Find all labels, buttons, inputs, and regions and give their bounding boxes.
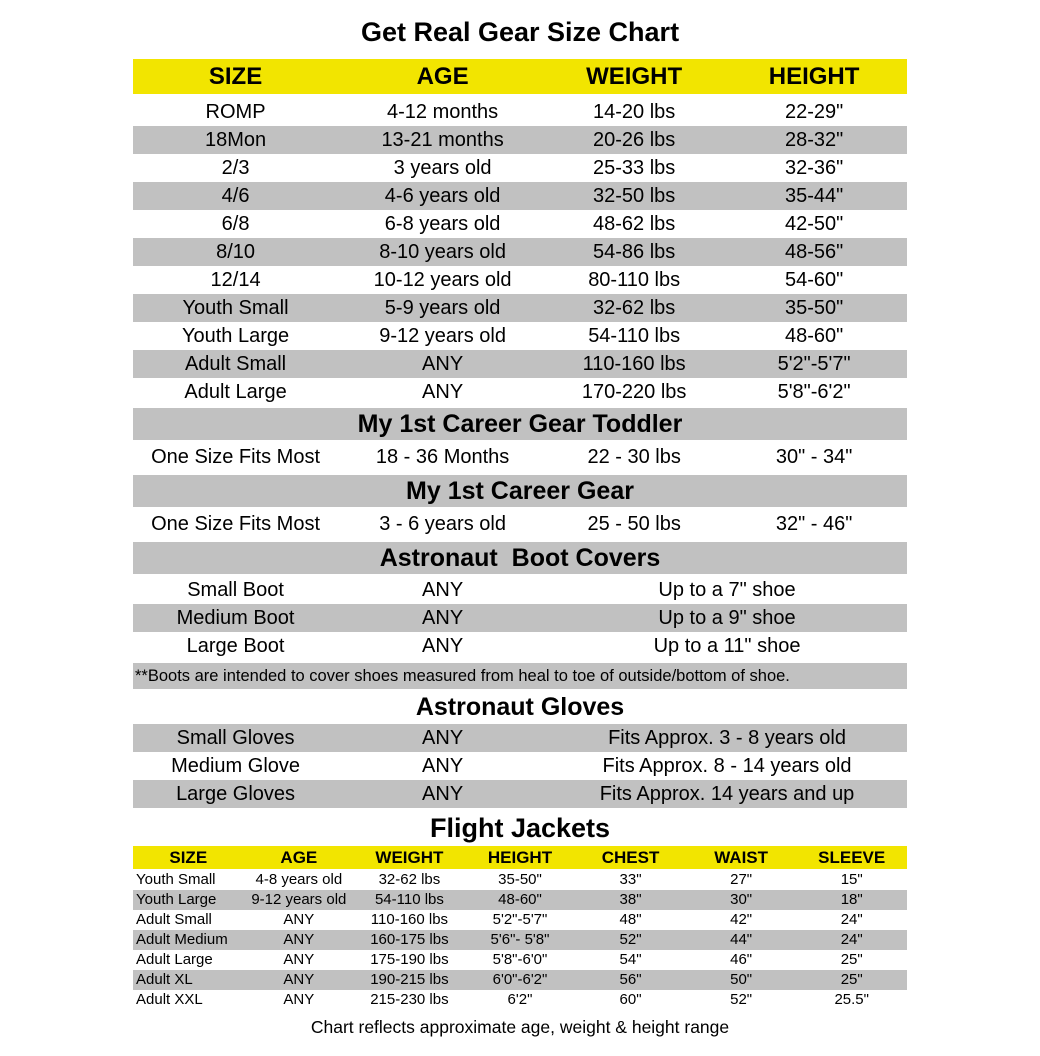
table-row <box>133 780 907 808</box>
cell-sleeve: 24" <box>840 931 863 948</box>
cell-size: Small Gloves <box>176 727 295 749</box>
header-weight: WEIGHT <box>586 63 683 90</box>
section-title-career: My 1st Career Gear <box>133 475 907 507</box>
cell-height: 35-44" <box>784 185 844 207</box>
cell-age: 6-8 years old <box>384 213 501 235</box>
cell-size: Medium Glove <box>171 755 301 777</box>
cell-height: 32-36" <box>784 157 844 179</box>
table-row <box>133 266 907 294</box>
cell-height: 32" - 46" <box>775 513 853 535</box>
cell-chest: 52" <box>619 931 642 948</box>
cell-size: Large Gloves <box>176 783 296 805</box>
cell-size: Small Boot <box>187 579 284 601</box>
cell-chest: 38" <box>619 891 642 908</box>
cell-size: 4/6 <box>221 185 250 207</box>
cell-waist: 52" <box>730 991 753 1008</box>
cell-size: Large Boot <box>186 635 285 657</box>
cell-fit: Fits Approx. 8 - 14 years old <box>602 755 852 777</box>
cell-weight: 32-62 lbs <box>593 297 676 319</box>
cell-weight: 25-33 lbs <box>593 157 676 179</box>
cell-size: 8/10 <box>216 241 256 263</box>
cell-waist: 27" <box>730 871 753 888</box>
table-row <box>133 910 907 930</box>
table-row <box>133 378 907 406</box>
cell-height: 5'6"- 5'8" <box>490 931 550 948</box>
header-age: AGE <box>280 848 318 867</box>
table-row <box>133 154 907 182</box>
cell-age: 3 - 6 years old <box>379 513 506 535</box>
table-row <box>133 890 907 910</box>
table-row <box>133 294 907 322</box>
cell-size: Adult Medium <box>136 931 228 948</box>
cell-weight: 190-215 lbs <box>370 971 449 988</box>
cell-height: 42-50" <box>784 213 844 235</box>
table-row <box>133 870 907 890</box>
cell-weight: 48-62 lbs <box>593 213 676 235</box>
cell-fit: Up to a 7" shoe <box>658 579 796 601</box>
cell-height: 5'2"-5'7" <box>492 911 548 928</box>
cell-sleeve: 24" <box>840 911 863 928</box>
table-row <box>133 632 907 660</box>
cell-weight: 20-26 lbs <box>593 129 676 151</box>
cell-waist: 42" <box>730 911 753 928</box>
cell-fit: Up to a 9" shoe <box>658 607 796 629</box>
cell-height: 48-56" <box>784 241 844 263</box>
main-table-body <box>133 98 907 406</box>
cell-size: Adult XXL <box>136 991 203 1008</box>
cell-size: Adult Large <box>184 381 287 403</box>
cell-age: ANY <box>422 607 464 629</box>
cell-age: 9-12 years old <box>379 325 506 347</box>
cell-size: Youth Small <box>136 871 216 888</box>
cell-age: 5-9 years old <box>384 297 501 319</box>
cell-weight: 215-230 lbs <box>370 991 449 1008</box>
table-row <box>133 930 907 950</box>
main-table-header <box>133 59 907 94</box>
table-row <box>133 950 907 970</box>
cell-waist: 50" <box>730 971 753 988</box>
cell-age: ANY <box>283 951 315 968</box>
cell-weight: 14-20 lbs <box>593 101 676 123</box>
cell-size: ROMP <box>205 101 266 123</box>
cell-size: 6/8 <box>221 213 250 235</box>
cell-height: 48-60" <box>784 325 844 347</box>
cell-sleeve: 25.5" <box>834 991 869 1008</box>
cell-fit: Fits Approx. 3 - 8 years old <box>608 727 846 749</box>
cell-chest: 60" <box>619 991 642 1008</box>
cell-weight: 54-110 lbs <box>588 325 681 347</box>
table-row <box>133 442 907 473</box>
table-row <box>133 576 907 604</box>
cell-weight: 110-160 lbs <box>582 353 686 375</box>
table-row <box>133 238 907 266</box>
header-size: SIZE <box>169 848 208 867</box>
cell-weight: 32-62 lbs <box>378 871 441 888</box>
cell-height: 5'8"-6'2" <box>777 381 851 403</box>
cell-age: ANY <box>422 579 464 601</box>
cell-chest: 48" <box>619 911 642 928</box>
cell-weight: 25 - 50 lbs <box>587 513 681 535</box>
cell-weight: 22 - 30 lbs <box>587 446 681 468</box>
cell-age: ANY <box>283 931 315 948</box>
cell-age: 4-8 years old <box>255 871 343 888</box>
table-row <box>133 350 907 378</box>
table-row <box>133 210 907 238</box>
cell-size: Youth Large <box>181 325 290 347</box>
table-row <box>133 752 907 780</box>
table-row <box>133 604 907 632</box>
cell-age: ANY <box>283 971 315 988</box>
boot-covers-note: **Boots are intended to cover shoes measured from heal to toe of outside/bottom of shoe. <box>133 663 907 689</box>
cell-sleeve: 25" <box>840 951 863 968</box>
cell-chest: 54" <box>619 951 642 968</box>
cell-age: 4-6 years old <box>384 185 501 207</box>
table-row <box>133 990 907 1010</box>
cell-weight: 175-190 lbs <box>370 951 449 968</box>
cell-height: 35-50" <box>498 871 542 888</box>
cell-age: ANY <box>422 635 464 657</box>
cell-height: 5'8"-6'0" <box>492 951 548 968</box>
cell-size: Youth Small <box>182 297 289 319</box>
cell-age: 10-12 years old <box>373 269 512 291</box>
cell-age: ANY <box>422 727 464 749</box>
cell-weight: 54-110 lbs <box>374 891 444 908</box>
cell-size: Adult Small <box>184 353 287 375</box>
cell-age: 13-21 months <box>381 129 504 151</box>
cell-height: 35-50" <box>784 297 844 319</box>
header-age: AGE <box>416 63 469 90</box>
page-title: Get Real Gear Size Chart <box>360 17 680 47</box>
cell-age: 4-12 months <box>387 101 499 123</box>
size-chart-page <box>133 16 907 1038</box>
cell-chest: 33" <box>619 871 642 888</box>
cell-waist: 30" <box>730 891 753 908</box>
cell-chest: 56" <box>619 971 642 988</box>
cell-size: 18Mon <box>204 129 267 151</box>
header-chest: CHEST <box>601 848 660 867</box>
cell-height: 5'2"-5'7" <box>777 353 851 375</box>
table-row <box>133 724 907 752</box>
cell-height: 48-60" <box>498 891 542 908</box>
header-waist: WAIST <box>714 848 769 867</box>
cell-size: 2/3 <box>221 157 250 179</box>
table-row <box>133 322 907 350</box>
footer-note: Chart reflects approximate age, weight & height range <box>310 1017 730 1037</box>
cell-age: 18 - 36 Months <box>375 446 510 468</box>
cell-age: ANY <box>422 381 464 403</box>
cell-height: 54-60" <box>784 269 844 291</box>
header-height: HEIGHT <box>487 848 553 867</box>
table-row <box>133 182 907 210</box>
section-title-flight-jackets: Flight Jackets <box>133 810 907 846</box>
cell-size: Adult Large <box>136 951 213 968</box>
cell-size: One Size Fits Most <box>151 446 321 468</box>
cell-size: Youth Large <box>136 891 217 908</box>
cell-age: ANY <box>283 911 315 928</box>
cell-fit: Up to a 11" shoe <box>653 635 801 657</box>
cell-sleeve: 25" <box>840 971 863 988</box>
section-title-gloves: Astronaut Gloves <box>133 691 907 723</box>
cell-waist: 44" <box>730 931 753 948</box>
section-title-toddler: My 1st Career Gear Toddler <box>133 408 907 440</box>
cell-age: ANY <box>422 755 464 777</box>
cell-height: 6'0"-6'2" <box>492 971 548 988</box>
flight-jackets-header <box>133 846 907 869</box>
cell-size: Adult XL <box>136 971 193 988</box>
cell-age: 8-10 years old <box>379 241 506 263</box>
cell-height: 22-29" <box>784 101 844 123</box>
flight-jackets-table-body <box>133 870 907 1010</box>
cell-age: ANY <box>422 353 464 375</box>
cell-age: ANY <box>283 991 315 1008</box>
cell-weight: 160-175 lbs <box>370 931 449 948</box>
table-row <box>133 98 907 126</box>
cell-fit: Fits Approx. 14 years and up <box>599 783 855 805</box>
header-weight: WEIGHT <box>375 848 444 867</box>
cell-age: 9-12 years old <box>251 891 347 908</box>
header-sleeve: SLEEVE <box>818 848 886 867</box>
cell-sleeve: 15" <box>840 871 863 888</box>
table-row <box>133 970 907 990</box>
cell-age: ANY <box>422 783 464 805</box>
table-row <box>133 126 907 154</box>
cell-weight: 32-50 lbs <box>593 185 676 207</box>
cell-height: 6'2" <box>507 991 533 1008</box>
cell-sleeve: 18" <box>840 891 863 908</box>
cell-weight: 170-220 lbs <box>581 381 687 403</box>
cell-height: 30" - 34" <box>775 446 853 468</box>
cell-size: 12/14 <box>210 269 261 291</box>
cell-weight: 80-110 lbs <box>588 269 681 291</box>
gloves-table-body <box>133 724 907 808</box>
section-title-boot-covers: Astronaut Boot Covers <box>133 542 907 574</box>
cell-size: Medium Boot <box>176 607 295 629</box>
cell-weight: 110-160 lbs <box>370 911 449 928</box>
table-row <box>133 509 907 540</box>
cell-age: 3 years old <box>393 157 492 179</box>
header-height: HEIGHT <box>768 63 860 90</box>
cell-size: One Size Fits Most <box>151 513 321 535</box>
cell-weight: 54-86 lbs <box>593 241 676 263</box>
boot-covers-table-body <box>133 576 907 660</box>
cell-height: 28-32" <box>784 129 844 151</box>
header-size: SIZE <box>208 63 263 90</box>
cell-waist: 46" <box>730 951 753 968</box>
cell-size: Adult Small <box>136 911 212 928</box>
